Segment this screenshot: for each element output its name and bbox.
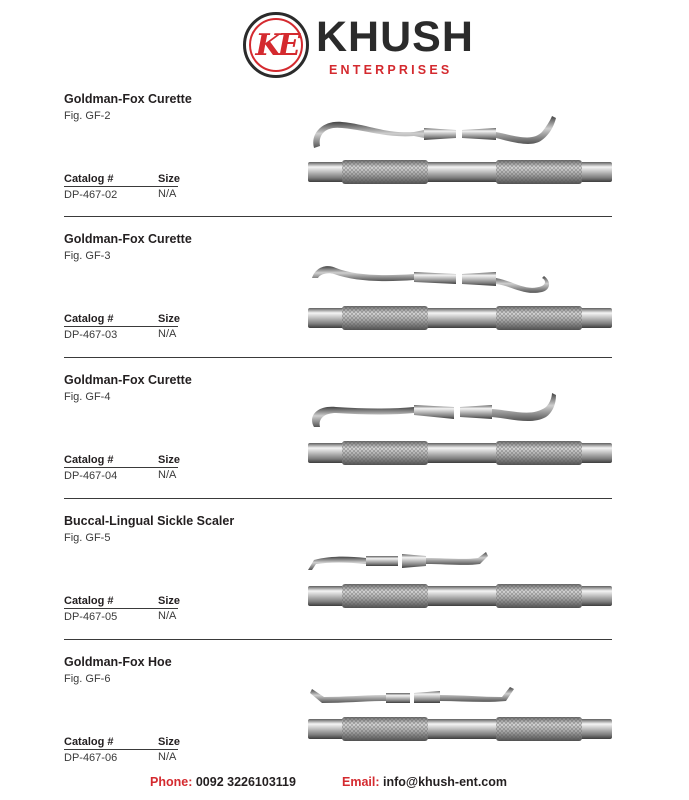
product-title: Goldman-Fox Curette <box>64 232 192 246</box>
phone-label: Phone: <box>150 775 193 789</box>
size-header: Size <box>158 736 181 748</box>
instrument-image <box>306 256 614 334</box>
instrument-image <box>306 387 614 469</box>
figure-label: Fig. GF-6 <box>64 673 111 685</box>
catalog-header: Catalog # <box>64 595 114 607</box>
email-address[interactable]: info@khush-ent.com <box>383 775 507 789</box>
figure-label: Fig. GF-5 <box>64 532 111 544</box>
catalog-number: DP-467-06 <box>64 752 118 764</box>
size-header: Size <box>158 313 181 325</box>
brand-logo <box>243 10 474 80</box>
product-section <box>64 232 612 358</box>
product-section <box>64 514 612 640</box>
email-label: Email: <box>342 775 380 789</box>
product-title: Goldman-Fox Curette <box>64 373 192 387</box>
company-name: KHUSH <box>316 13 474 61</box>
product-section <box>64 92 612 217</box>
size-value: N/A <box>158 610 177 622</box>
size-value: N/A <box>158 188 177 200</box>
figure-label: Fig. GF-4 <box>64 391 111 403</box>
catalog-number: DP-467-03 <box>64 329 118 341</box>
size-header: Size <box>158 454 181 466</box>
figure-label: Fig. GF-2 <box>64 110 111 122</box>
catalog-number: DP-467-02 <box>64 189 118 201</box>
product-title: Goldman-Fox Hoe <box>64 655 172 669</box>
contact-footer <box>0 775 689 793</box>
spec-header <box>64 454 181 468</box>
catalog-header: Catalog # <box>64 736 114 748</box>
figure-label: Fig. GF-3 <box>64 250 111 262</box>
product-title: Goldman-Fox Curette <box>64 92 192 106</box>
logo-emblem <box>243 12 309 78</box>
phone-contact <box>150 775 296 789</box>
email-contact <box>342 775 507 789</box>
size-header: Size <box>158 173 181 185</box>
product-section <box>64 373 612 499</box>
catalog-number: DP-467-04 <box>64 470 118 482</box>
logo-monogram: KE <box>255 27 297 63</box>
product-title: Buccal-Lingual Sickle Scaler <box>64 514 235 528</box>
spec-header <box>64 313 181 327</box>
size-value: N/A <box>158 751 177 763</box>
product-section <box>64 655 612 767</box>
company-tagline: ENTERPRISES <box>329 63 453 77</box>
instrument-image <box>306 548 614 612</box>
catalog-header: Catalog # <box>64 454 114 466</box>
instrument-image <box>306 683 614 745</box>
catalog-number: DP-467-05 <box>64 611 118 623</box>
phone-number[interactable]: 0092 3226103119 <box>195 775 296 789</box>
spec-header <box>64 736 181 750</box>
instrument-image <box>306 112 614 184</box>
size-header: Size <box>158 595 181 607</box>
spec-header <box>64 173 181 187</box>
catalog-header: Catalog # <box>64 173 114 185</box>
size-value: N/A <box>158 328 177 340</box>
catalog-header: Catalog # <box>64 313 114 325</box>
spec-header <box>64 595 181 609</box>
size-value: N/A <box>158 469 177 481</box>
